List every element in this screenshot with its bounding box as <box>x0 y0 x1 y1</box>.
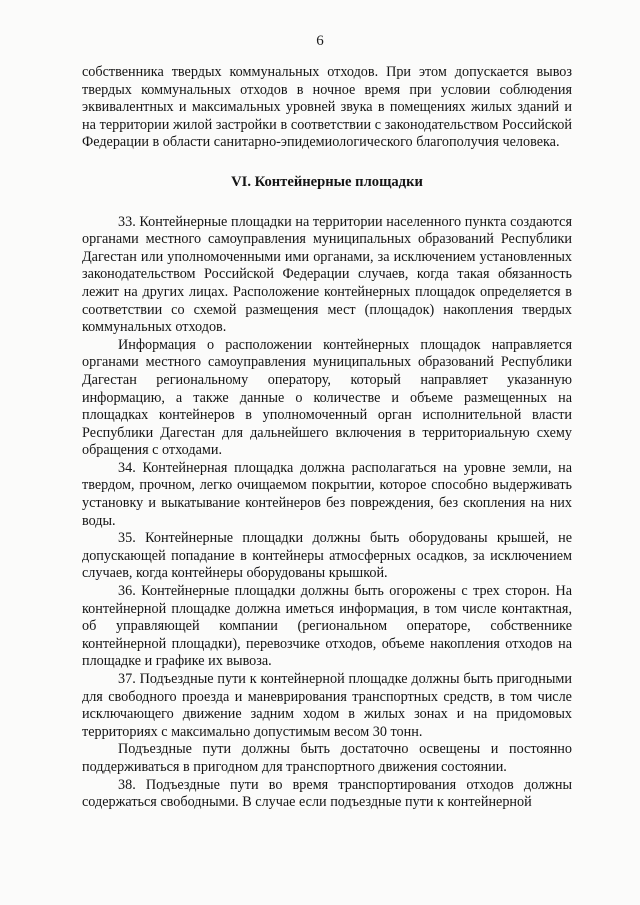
paragraph-37: 37. Подъездные пути к контейнерной площадке должны быть пригодными для свободного проезда и маневрирования транспортных средств, в том числе исключающего движение задним ходом в жилых зонах и на придомовых территориях с максимально допустимым весом 30 тонн. <box>82 671 572 740</box>
intro-paragraph: собственника твердых коммунальных отходов. При этом допускается вывоз твердых коммунальных отходов в ночное время при условии соблюдения эквивалентных и максимальных уровней звука в помещениях жилых зданий и на территории жилой застройки в соответствии с законодательством Российской Федерации в области санитарно-эпидемиологического благополучия человека. <box>82 64 572 151</box>
paragraph-37-roads: Подъездные пути должны быть достаточно освещены и постоянно поддерживаться в пригодном для транспортного движения состоянии. <box>82 741 572 775</box>
document-body <box>82 64 572 812</box>
paragraph-33-info: Информация о расположении контейнерных площадок направляется органами местного самоуправления муниципальных образований Республики Дагестан региональному оператору, который направляет указанную информацию, а также данные о количестве и объеме размещенных на площадках контейнеров в уполномоченный орган исполнительной власти Республики Дагестан для дальнейшего включения в территориальную схему обращения с отходами. <box>82 336 572 459</box>
paragraph-34: 34. Контейнерная площадка должна располагаться на уровне земли, на твердом, прочном, легко очищаемом покрытии, которое способно выдерживать установку и выкатывание контейнеров без повреждения, без скопления на них воды. <box>82 459 572 529</box>
page-number: 6 <box>316 33 324 49</box>
paragraph-38: 38. Подъездные пути во время транспортирования отходов должны содержаться свободными. В случае если подъездные пути к контейнерной <box>82 776 572 811</box>
paragraph-36: 36. Контейнерные площадки должны быть огорожены с трех сторон. На контейнерной площадке должна иметься информация, в том числе контактная, об управляющей компании (региональном операторе, собственнике контейнерной площадки), перевозчике отходов, объеме накопления отходов на площадке и графике их вывоза. <box>82 583 572 670</box>
paragraph-35: 35. Контейнерные площадки должны быть оборудованы крышей, не допускающей попадание в контейнеры атмосферных осадков, за исключением случаев, когда контейнеры оборудованы крышкой. <box>82 530 572 582</box>
section-heading: VI. Контейнерные площадки <box>231 173 423 190</box>
paragraph-33: 33. Контейнерные площадки на территории населенного пункта создаются органами местного самоуправления муниципальных образований Республики Дагестан или уполномоченными ими органами, за исключением установленных законодательством Российской Федерации случаев, когда такая обязанность лежит на других лицах. Расположение контейнерных площадок определяется в соответствии со схемой размещения мест (площадок) накопления твердых коммунальных отходов. <box>82 213 572 336</box>
